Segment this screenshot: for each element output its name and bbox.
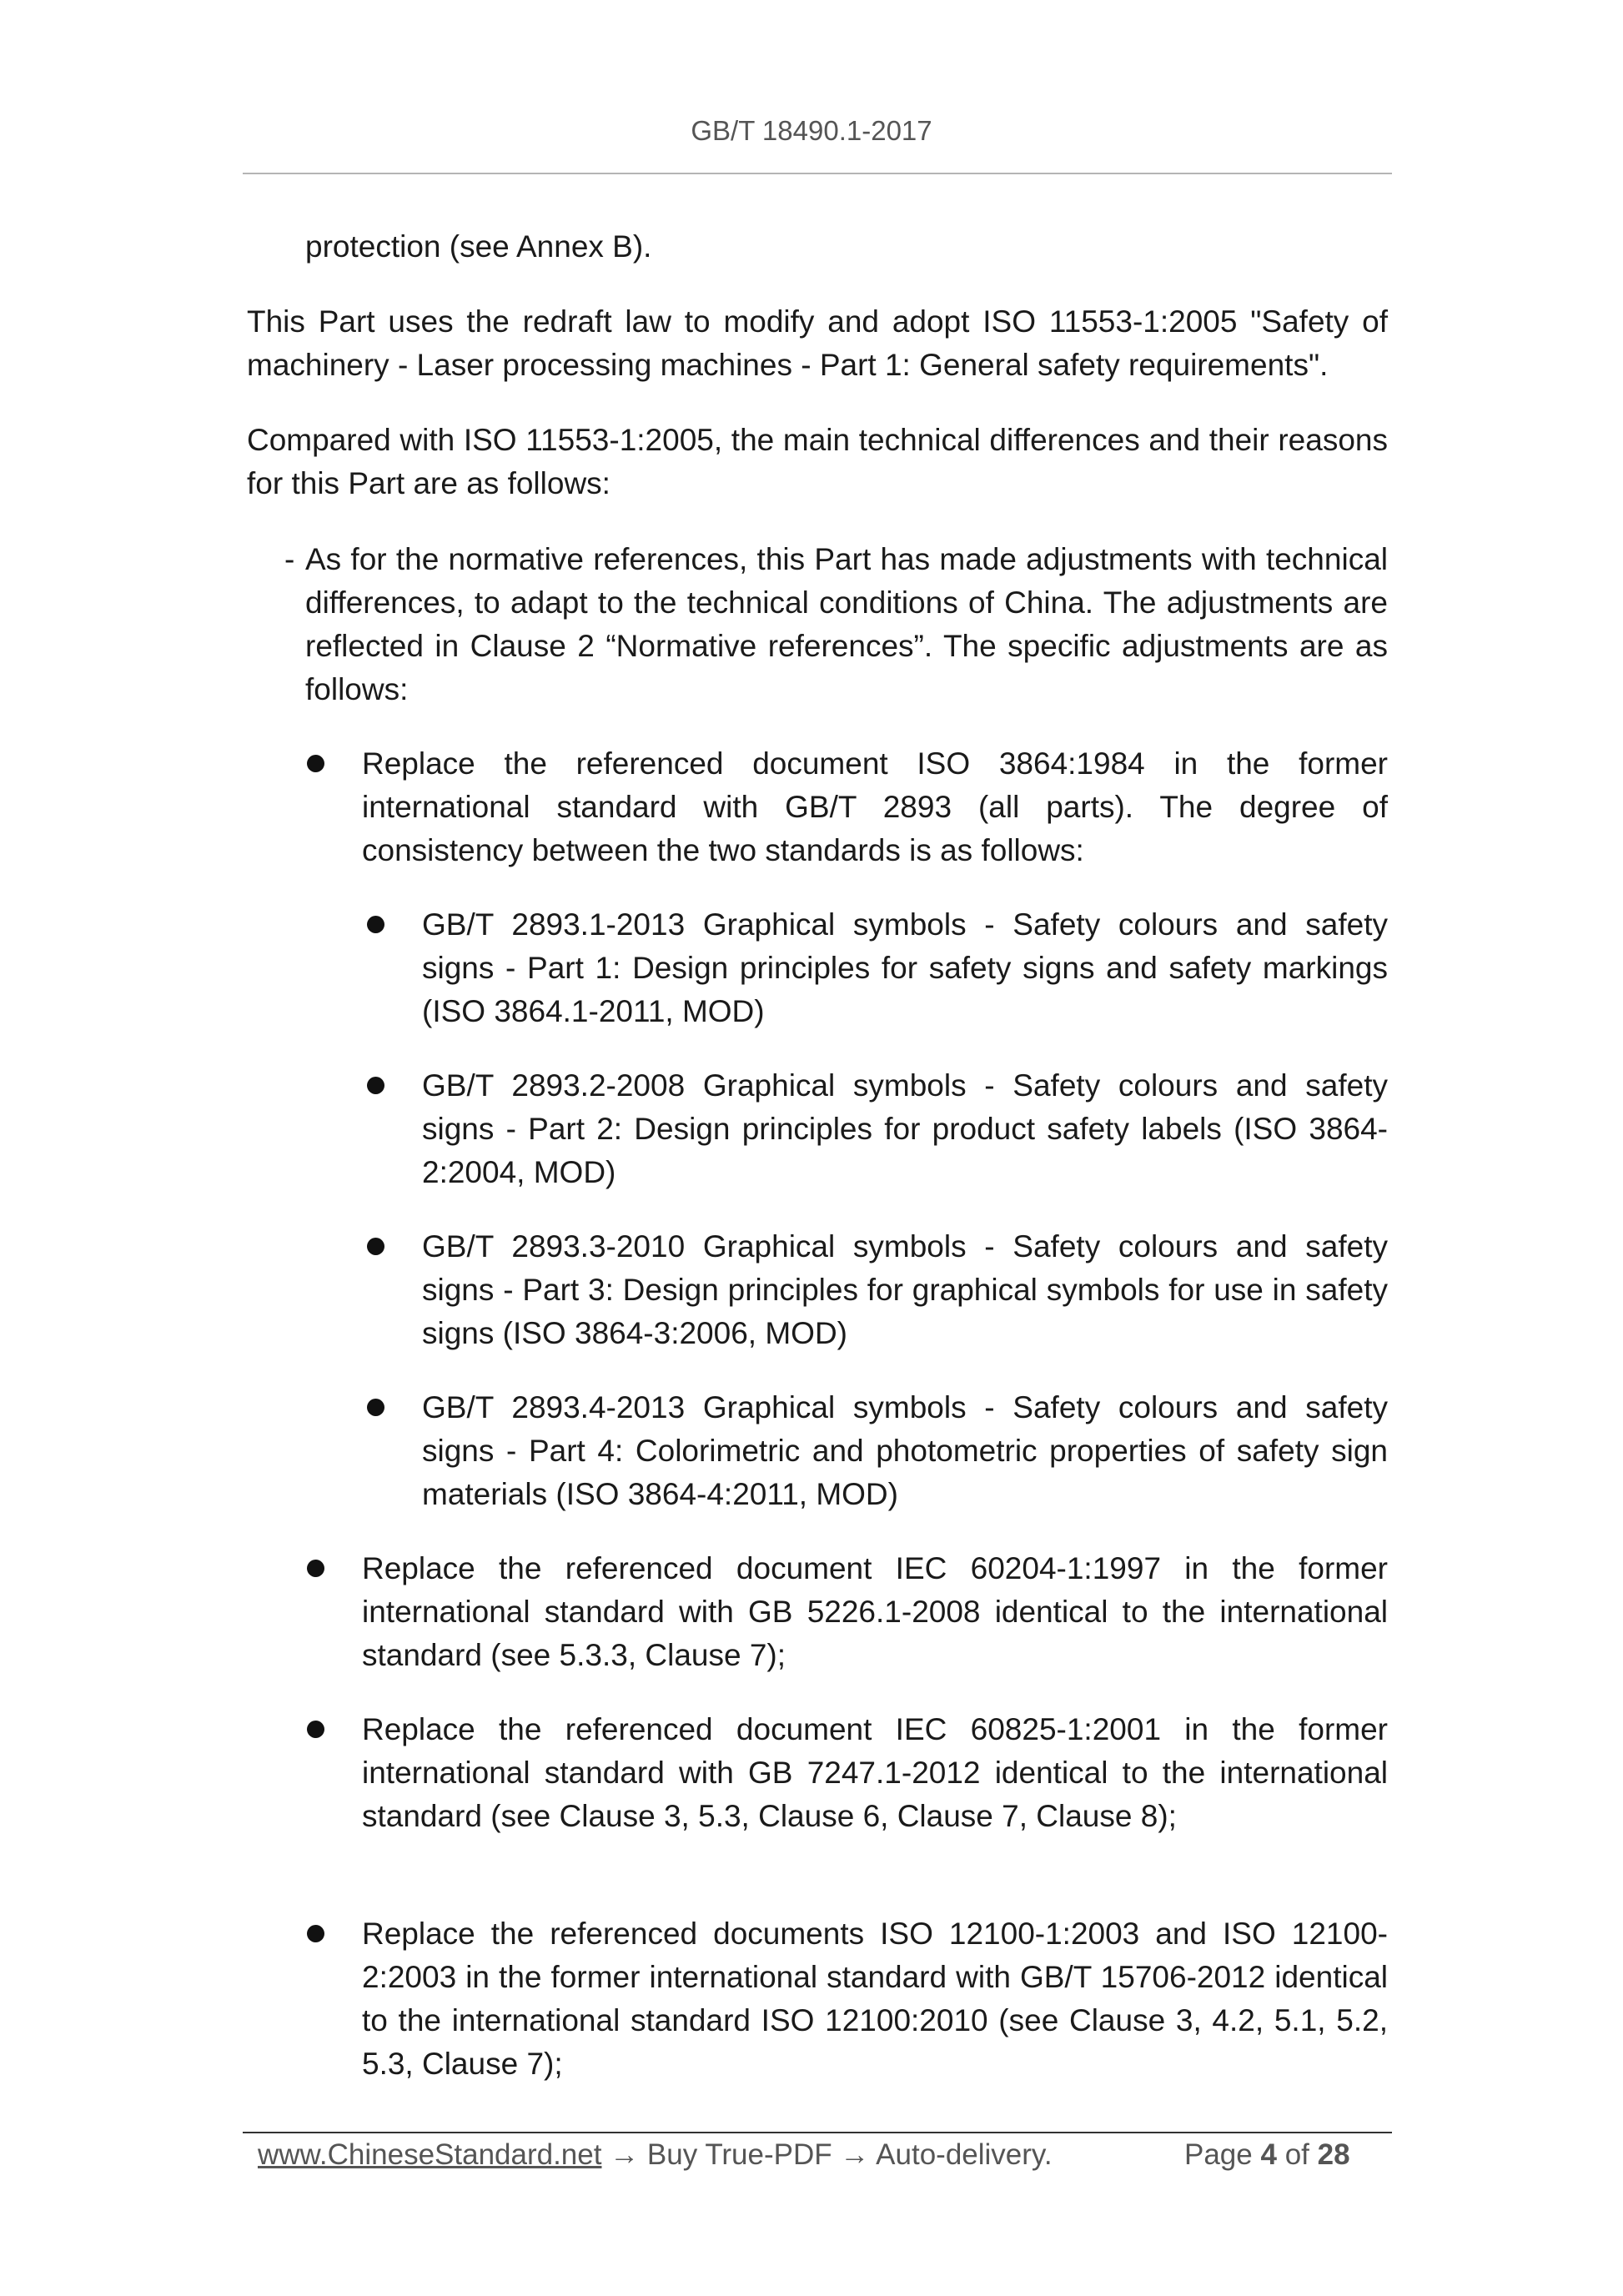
bullet-icon: [367, 1077, 384, 1094]
bullet-icon: [307, 755, 324, 772]
page-label: Page: [1184, 2138, 1253, 2171]
promo-text: → Buy True-PDF → Auto-delivery.: [601, 2138, 1053, 2171]
bullet-item-iec60204: Replace the referenced document IEC 60204-1:1997 in the former international standard with GB 5226.1-2008 identical to the international standard (see 5.3.3, Clause 7);: [362, 1551, 1388, 1672]
bullet-icon: [307, 1721, 324, 1738]
bullet-icon: [307, 1925, 324, 1942]
header-divider: [243, 173, 1392, 174]
sub-bullet-item: GB/T 2893.4-2013 Graphical symbols - Safety colours and safety signs - Part 4: Colorimetric and photometric properties of safety sign materials (ISO 3864-4:2011, MOD): [422, 1390, 1388, 1511]
page-total: 28: [1317, 2138, 1350, 2171]
paragraph-adoption: This Part uses the redraft law to modify and adopt ISO 11553-1:2005 "Safety of machinery - Laser processing machines - Part 1: General safety requirements".: [247, 304, 1388, 382]
page-number: 4: [1260, 2138, 1277, 2171]
bullet-icon: [367, 916, 384, 933]
bullet-item-iso12100: Replace the referenced documents ISO 12100-1:2003 and ISO 12100-2:2003 in the former international standard with GB/T 15706-2012 identical to the international standard ISO 12100:2010 (see Clause 3, 4.2, 5.1, 5.2, 5.3, Clause 7);: [362, 1917, 1388, 2081]
footer-promo: [258, 2135, 1053, 2175]
paragraph-continuation: protection (see Annex B).: [305, 229, 652, 264]
sub-bullet-item: GB/T 2893.3-2010 Graphical symbols - Safety colours and safety signs - Part 3: Design principles for graphical symbols for use in safety signs (ISO 3864-3:2006, MOD): [422, 1229, 1388, 1350]
page-indicator: [1184, 2135, 1350, 2175]
paragraph-differences-intro: Compared with ISO 11553-1:2005, the main technical differences and their reasons for this Part are as follows:: [247, 423, 1388, 500]
footer-divider: [243, 2132, 1392, 2133]
of-label: of: [1284, 2138, 1309, 2171]
bullet-icon: [307, 1560, 324, 1577]
bullet-icon: [367, 1238, 384, 1255]
bullet-icon: [367, 1399, 384, 1416]
running-header: GB/T 18490.1-2017: [691, 115, 932, 146]
bullet-item-iec60825: Replace the referenced document IEC 60825-1:2001 in the former international standard with GB 7247.1-2012 identical to the international standard (see Clause 3, 5.3, Clause 6, Clause 7, Clause 8);: [362, 1712, 1388, 1833]
dash-list-item: As for the normative references, this Part has made adjustments with technical differences, to adapt to the technical conditions of China. The adjustments are reflected in Clause 2 “Normative references”. The specific adjustments are as follows:: [305, 542, 1388, 706]
sub-bullet-item: GB/T 2893.2-2008 Graphical symbols - Safety colours and safety signs - Part 2: Design principles for product safety labels (ISO 3864-2:2004, MOD): [422, 1068, 1388, 1189]
bullet-item-iso3864: Replace the referenced document ISO 3864:1984 in the former international standard with GB/T 2893 (all parts). The degree of consistency between the two standards is as follows:: [362, 746, 1388, 867]
dash-marker: -: [284, 542, 295, 576]
sub-bullet-item: GB/T 2893.1-2013 Graphical symbols - Safety colours and safety signs - Part 1: Design principles for safety signs and safety markings (ISO 3864.1-2011, MOD): [422, 907, 1388, 1028]
site-link[interactable]: www.ChineseStandard.net: [258, 2138, 602, 2171]
